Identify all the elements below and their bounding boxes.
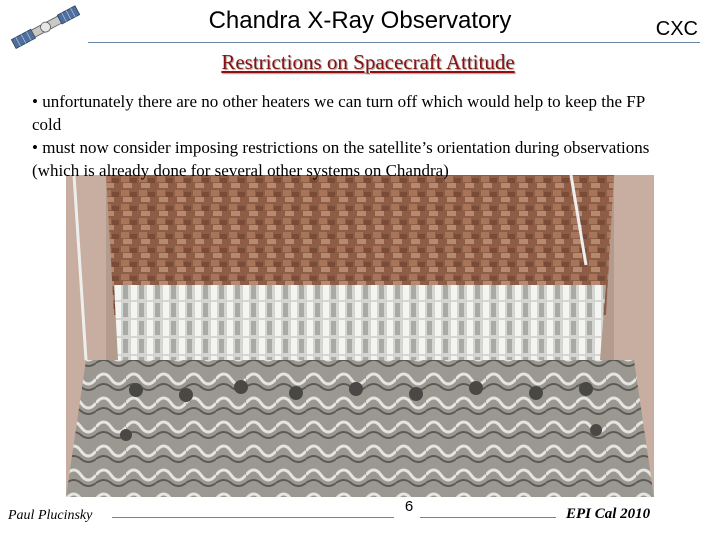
slide-title: Restrictions on Spacecraft Attitude bbox=[221, 50, 515, 74]
page-number: 6 bbox=[404, 498, 414, 515]
presentation-title: Chandra X-Ray Observatory bbox=[208, 7, 512, 34]
chandra-satellite-logo bbox=[6, 4, 86, 52]
bullet-item: • must now consider imposing restrictions on the satellite’s orientation during observations (which is already done for several other systems on Chandra) bbox=[32, 138, 650, 180]
mli-blanket-photo bbox=[66, 175, 654, 497]
footer-author: Paul Plucinsky bbox=[8, 508, 93, 523]
organization-label: CXC bbox=[655, 18, 698, 40]
footer-divider-right bbox=[420, 517, 556, 518]
bullet-item: • unfortunately there are no other heaters we can turn off which would help to keep the FP cold bbox=[32, 92, 645, 134]
focal-plane-photo bbox=[66, 175, 654, 497]
bullet-list bbox=[32, 90, 672, 182]
footer-event: EPI Cal 2010 bbox=[566, 506, 651, 522]
footer-divider-left bbox=[112, 517, 394, 518]
satellite-icon bbox=[6, 4, 86, 52]
header-divider bbox=[88, 42, 700, 43]
